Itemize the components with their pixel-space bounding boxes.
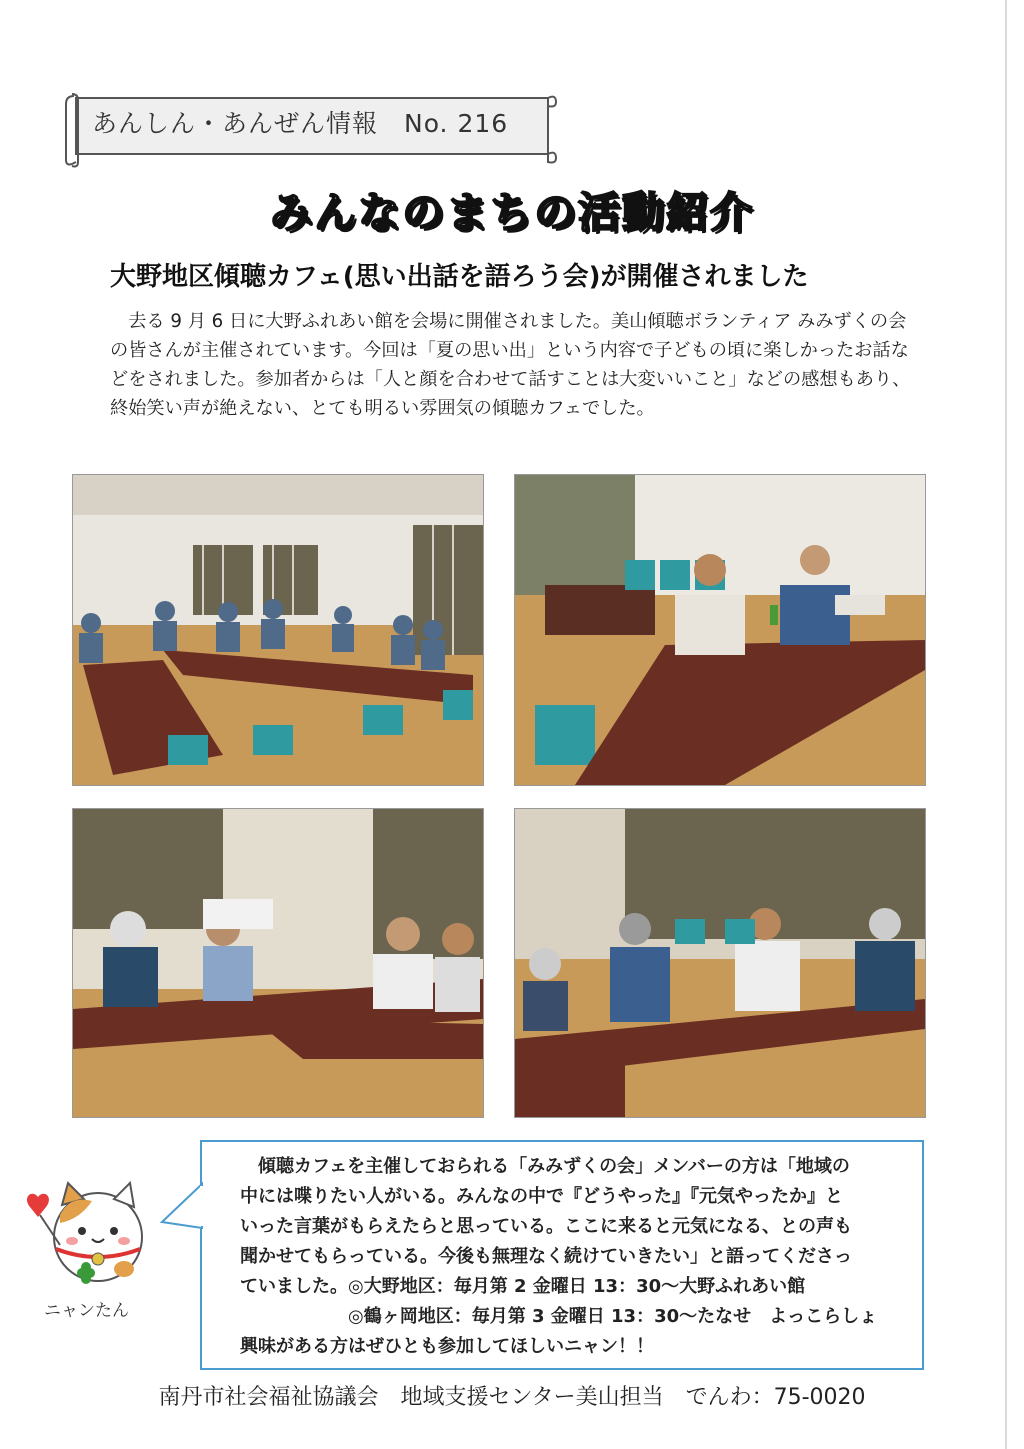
page-title: みんなのまちの活動紹介: [269, 188, 754, 237]
event-photo-2: [514, 474, 926, 786]
photo-scene-seated-members: [515, 809, 925, 1117]
speech-line: 傾聴カフェを主催しておられる「みみずくの会」メンバーの方は「地域の: [240, 1156, 850, 1177]
speech-text: [240, 1152, 920, 1362]
photo-scene-laughing-group: [73, 809, 483, 1117]
event-photo-1: [72, 474, 484, 786]
photo-scene-room: [73, 475, 483, 785]
article-subtitle: 大野地区傾聴カフェ(思い出話を語ろう会)が開催されました: [110, 262, 809, 292]
speech-line: 聞かせてもらっている。今後も無理なく続けていきたい」と語ってくださっ: [240, 1246, 852, 1267]
article-intro: 去る 9 月 6 日に大野ふれあい館を会場に開催されました。美山傾聴ボランティア みみずくの会の皆さんが主催されています。今回は「夏の思い出」という内容で子どもの頃に楽しかったお話などをされました。参加者からは「人と顔を合わせて話すことは大変いいこと」などの感想もあり、終始笑い声が絶えない、とても明るい雰囲気の傾聴カフェでした。: [110, 311, 911, 419]
cat-mascot-icon: [20, 1175, 150, 1295]
photo-scene-two-people: [515, 475, 925, 785]
footer-contact: 南丹市社会福祉協議会 地域支援センター美山担当 でんわ：75-0020: [158, 1385, 866, 1410]
speech-line: いった言葉がもらえたらと思っている。ここに来ると元気になる、との声も: [240, 1216, 852, 1237]
mascot-name: ニャンたん: [44, 1301, 129, 1321]
issue-banner-text: あんしん・あんぜん情報 No. 216: [92, 109, 509, 138]
event-photo-4: [514, 808, 926, 1118]
speech-line: ◎鶴ヶ岡地区：毎月第 3 金曜日 13：30～たなせ よっこらしょ: [240, 1306, 878, 1327]
event-photo-3: [72, 808, 484, 1118]
speech-pointer-icon: [160, 1180, 206, 1240]
speech-line: ていました。◎大野地区：毎月第 2 金曜日 13：30～大野ふれあい館: [240, 1276, 806, 1297]
speech-line: 中には喋りたい人がいる。みんなの中で『どうやった』『元気やったか』と: [240, 1186, 843, 1207]
speech-line: 興味がある方はぜひとも参加してほしいニャン！！: [240, 1336, 654, 1357]
margin-mark: [706, 1128, 710, 1138]
